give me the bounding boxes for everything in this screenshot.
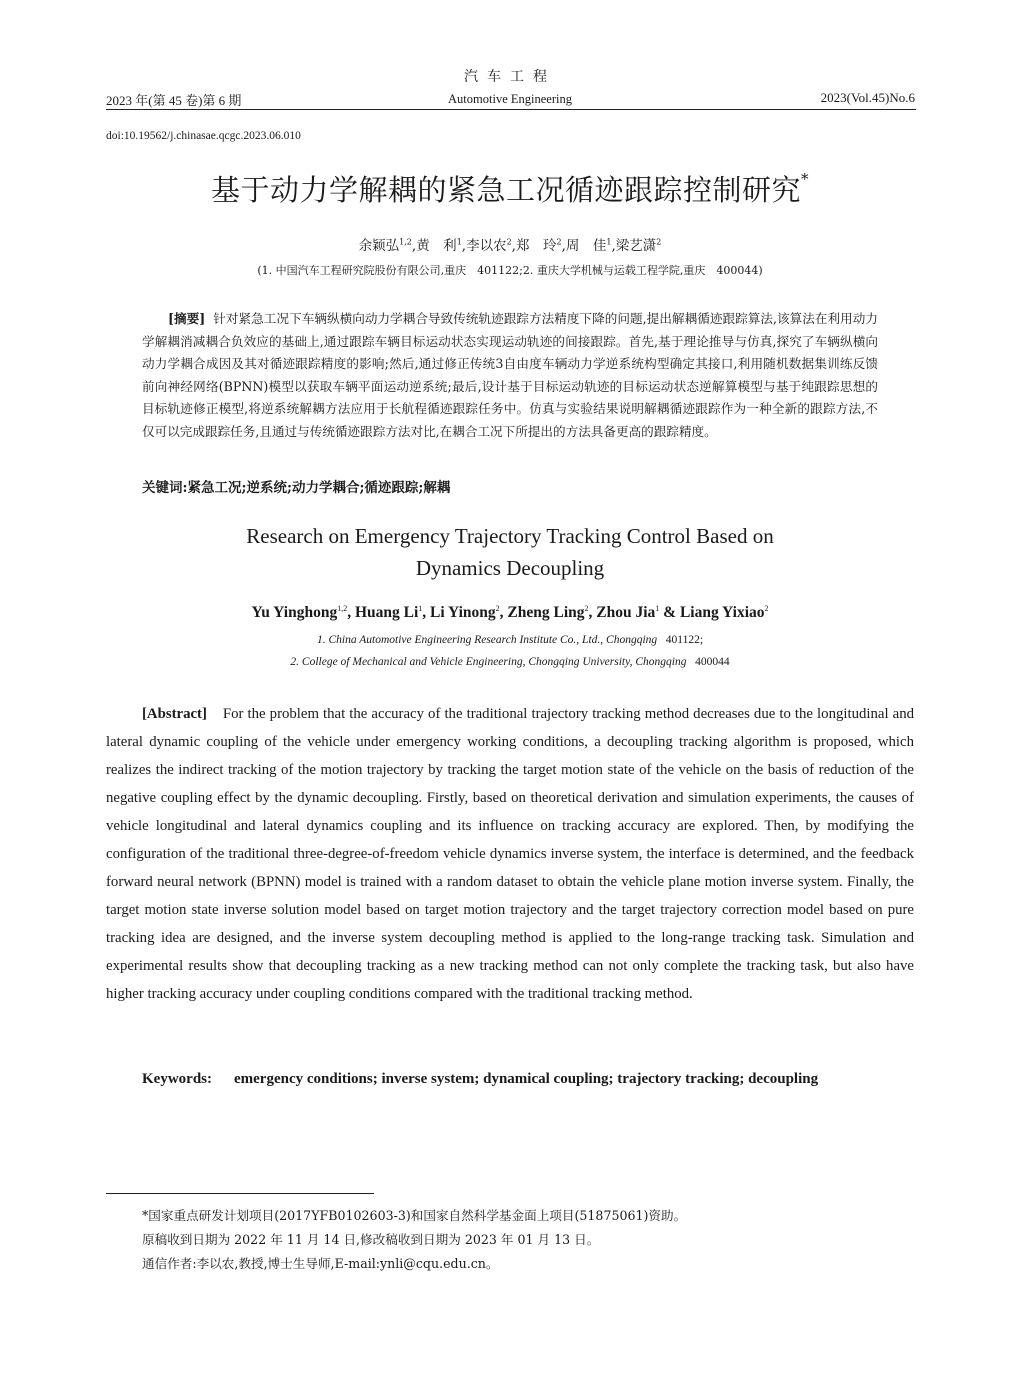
keywords-en-label: Keywords: bbox=[142, 1071, 212, 1087]
affiliation-en-1 bbox=[0, 634, 1020, 646]
footnote-correspondence: 通信作者:李以农,教授,博士生导师,E-mail:ynli@cqu.edu.cn。 bbox=[142, 1256, 499, 1271]
footnote-received: 原稿收到日期为 2022 年 11 月 14 日,修改稿收到日期为 2023 年 01 月 13 日。 bbox=[142, 1232, 600, 1247]
author-en-affil: 1,2 bbox=[337, 604, 348, 613]
footnote-rule bbox=[106, 1193, 374, 1194]
abstract-cn-text: 针对紧急工况下车辆纵横向动力学耦合导致传统轨迹跟踪方法精度下降的问题,提出解耦循迹跟踪算法,该算法在利用动力学解耦消减耦合负效应的基础上,通过跟踪车辆目标运动状态实现运动轨迹的间接跟踪。首先,基于理论推导与仿真,探究了车辆纵横向动力学耦合成因及其对循迹跟踪精度的影响;然后,通过修正传统3自由度车辆动力学逆系统构型确定其接口,利用随机数据集训练反馈前向神经网络(BPNN)模型以获取车辆平面运动逆系统;最后,设计基于目标运动轨迹的目标运动状态逆解算模型与基于纯跟踪思想的目标轨迹修正模型,将逆系统解耦方法应用于长航程循迹跟踪任务中。仿真与实验结果说明解耦循迹跟踪作为一种全新的跟踪方法,不仅可以完成跟踪任务,且通过与传统循迹跟踪方法对比,在耦合工况下所提出的方法具备更高的跟踪精度。 bbox=[142, 311, 878, 439]
affiliations-cn: (1. 中国汽车工程研究院股份有限公司,重庆 401122;2. 重庆大学机械与运载工程学院,重庆 400044) bbox=[257, 264, 763, 277]
author-en-sep: , bbox=[499, 604, 508, 622]
author-en-affil: 2 bbox=[584, 604, 589, 613]
author-en-affil: 1 bbox=[655, 604, 660, 613]
title-cn bbox=[0, 168, 1020, 209]
affiliation-en-1-text: 1. China Automotive Engineering Research Institute Co., Ltd., Chongqing bbox=[316, 634, 658, 646]
title-en bbox=[0, 520, 1020, 584]
abstract-cn bbox=[142, 308, 878, 443]
author-en-sep: , bbox=[422, 604, 431, 622]
author-en-sep: , bbox=[588, 604, 597, 622]
abstract-en-text: For the problem that the accuracy of the traditional trajectory tracking method decreases due to the longitudinal and lateral dynamic coupling of the vehicle under emergency working conditions, a decoupling tracking algorithm is proposed, which realizes the indirect tracking of the motion trajectory by tracking the target motion state of the vehicle on the basis of reduction of the negative coupling effect by the dynamic decoupling. Firstly, based on theoretical derivation and simulation experiments, the causes of vehicle longitudinal and lateral dynamics coupling and its influence on tracking accuracy are explored. Then, by modifying the configuration of the traditional three-degree-of-freedom vehicle dynamics inverse system, the interface is determined, and the feedback forward neural network (BPNN) model is trained with a random dataset to obtain the vehicle plane motion inverse system. Finally, the target motion state inverse solution model based on target motion trajectory and the target trajectory correction model based on pure tracking idea are designed, and the inverse system decoupling method is applied to the long-range tracking task. Simulation and experimental results show that decoupling tracking as a new tracking method can not only complete the tracking task, but also have higher tracking accuracy under coupling conditions compared with the traditional tracking method. bbox=[106, 706, 914, 1002]
author-en: Zhou Jia bbox=[596, 604, 656, 622]
footnote-funding: *国家重点研发计划项目(2017YFB0102603-3)和国家自然科学基金面上项目(51875061)资助。 bbox=[142, 1208, 687, 1223]
author-en-affil: 1 bbox=[418, 604, 423, 613]
issue-info-en: 2023(Vol.45)No.6 bbox=[820, 90, 915, 105]
title-cn-text: 基于动力学解耦的紧急工况循迹跟踪控制研究 bbox=[210, 173, 801, 207]
affiliation-en-1-code: 401122; bbox=[665, 634, 704, 646]
header-rule bbox=[106, 109, 916, 110]
author-cn-affil: 1 bbox=[606, 237, 612, 247]
author-en-affil: 2 bbox=[764, 604, 769, 613]
author-cn: 黄 利 bbox=[416, 238, 457, 254]
title-en-line1: Research on Emergency Trajectory Tracking Control Based on bbox=[246, 524, 774, 548]
author-cn: 周 佳 bbox=[565, 238, 607, 254]
author-cn: 郑 玲 bbox=[515, 238, 557, 254]
author-en: Liang Yixiao bbox=[679, 604, 765, 622]
authors-cn: 余颖弘$^{1,2}$,黄 利$^1$,李以农$^2$,郑 玲$^2$,周 佳$^1$,梁艺潇$^2$ bbox=[358, 237, 662, 254]
affiliation-en-2-code: 400044 bbox=[695, 656, 730, 668]
doi: doi:10.19562/j.chinasae.qcgc.2023.06.010 bbox=[106, 130, 301, 142]
authors-en bbox=[0, 604, 1020, 622]
author-en: Li Yinong bbox=[430, 604, 496, 622]
author-en-sep: , bbox=[347, 604, 355, 622]
author-cn-affil: 2 bbox=[656, 237, 662, 247]
title-footnote-mark: * bbox=[801, 170, 809, 188]
author-cn-affil: 1,2 bbox=[399, 237, 412, 247]
journal-name-en: Automotive Engineering bbox=[448, 92, 572, 106]
affiliation-en-2-text: 2. College of Mechanical and Vehicle Engineering, Chongqing University, Chongqing bbox=[290, 656, 687, 668]
author-en: Huang Li bbox=[354, 604, 419, 622]
author-en: Yu Yinghong bbox=[251, 604, 338, 622]
author-cn-affil: 1 bbox=[456, 237, 462, 247]
author-cn-affil: 2 bbox=[506, 237, 512, 247]
author-en: Zheng Ling bbox=[507, 604, 585, 622]
keywords-en-text: emergency conditions; inverse system; dynamical coupling; trajectory tracking; decoupling bbox=[234, 1071, 819, 1087]
abstract-cn-label: [摘要] bbox=[168, 311, 206, 326]
author-cn: 余颖弘 bbox=[358, 238, 400, 254]
author-cn: 梁艺潇 bbox=[615, 238, 657, 254]
author-en-affil: 2 bbox=[495, 604, 500, 613]
keywords-cn: 关键词:紧急工况;逆系统;动力学耦合;循迹跟踪;解耦 bbox=[142, 480, 451, 496]
author-cn: 李以农 bbox=[466, 238, 507, 254]
author-cn-affil: 2 bbox=[556, 237, 562, 247]
author-en-sep: & bbox=[659, 604, 680, 622]
journal-name-cn: 汽车工程 bbox=[464, 69, 556, 85]
issue-info-cn: 2023 年(第 45 卷)第 6 期 bbox=[106, 93, 242, 108]
abstract-en-label: [Abstract] bbox=[142, 706, 207, 722]
title-en-line2: Dynamics Decoupling bbox=[415, 556, 605, 580]
abstract-en bbox=[106, 700, 914, 1008]
affiliation-en-2 bbox=[0, 656, 1020, 668]
keywords-en bbox=[142, 1066, 914, 1092]
